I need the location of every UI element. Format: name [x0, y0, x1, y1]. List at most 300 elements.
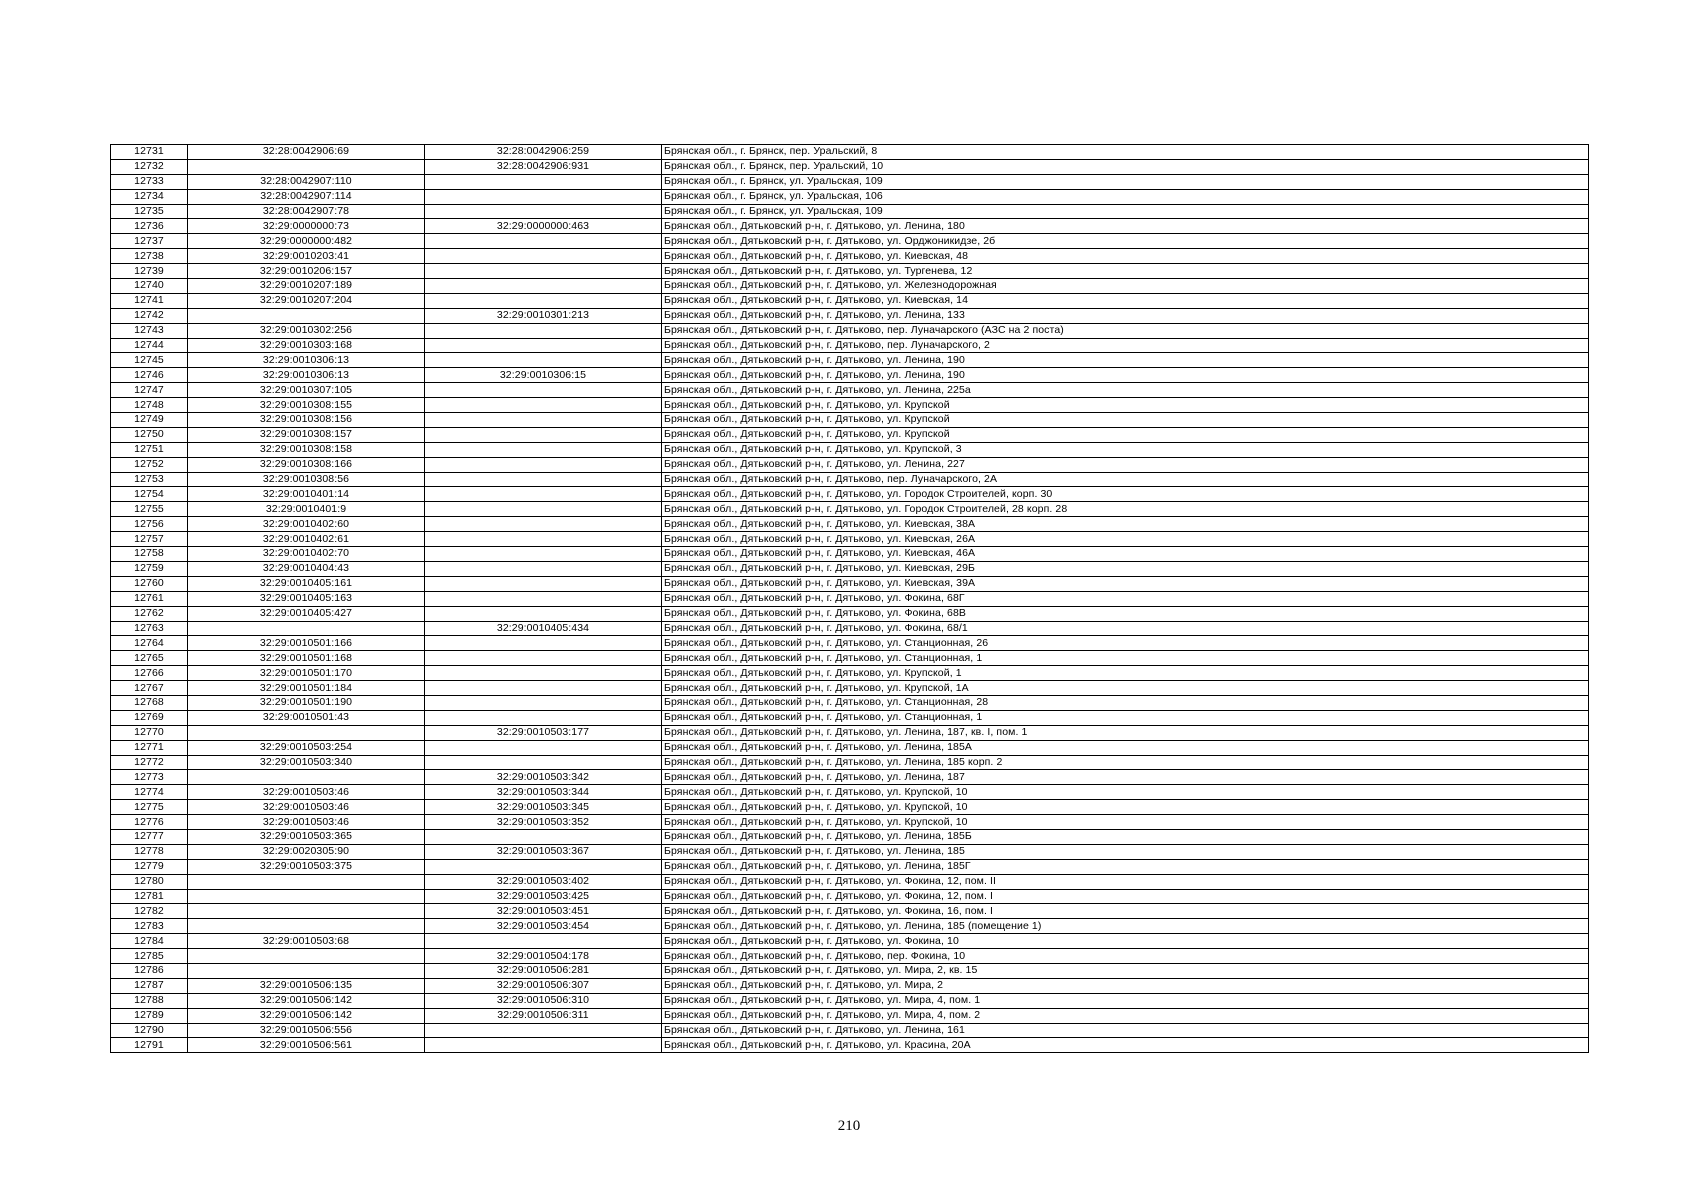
cadastral-number-a-cell — [188, 919, 425, 934]
cadastral-number-b-cell — [425, 561, 662, 576]
cadastral-number-a-cell: 32:29:0010501:168 — [188, 651, 425, 666]
cadastral-number-b-cell: 32:29:0010504:178 — [425, 949, 662, 964]
table-row — [111, 606, 1589, 621]
row-number-cell: 12763 — [111, 621, 188, 636]
cadastral-number-b-cell: 32:29:0010503:451 — [425, 904, 662, 919]
cadastral-number-b-cell — [425, 413, 662, 428]
cadastral-number-a-cell: 32:29:0010307:105 — [188, 383, 425, 398]
row-number-cell: 12788 — [111, 993, 188, 1008]
table-row — [111, 323, 1589, 338]
table-row — [111, 591, 1589, 606]
address-cell: Брянская обл., Дятьковский р-н, г. Дятьково, ул. Киевская, 26А — [662, 532, 1589, 547]
registry-sheet — [110, 144, 1588, 1053]
row-number-cell: 12734 — [111, 189, 188, 204]
row-number-cell: 12749 — [111, 413, 188, 428]
table-row — [111, 889, 1589, 904]
table-row — [111, 919, 1589, 934]
address-cell: Брянская обл., Дятьковский р-н, г. Дятьково, ул. Орджоникидзе, 2б — [662, 234, 1589, 249]
row-number-cell: 12773 — [111, 770, 188, 785]
cadastral-number-a-cell: 32:29:0000000:73 — [188, 219, 425, 234]
address-cell: Брянская обл., Дятьковский р-н, г. Дятьково, ул. Станционная, 28 — [662, 695, 1589, 710]
address-cell: Брянская обл., Дятьковский р-н, г. Дятьково, ул. Ленина, 185Б — [662, 829, 1589, 844]
row-number-cell: 12739 — [111, 264, 188, 279]
row-number-cell: 12774 — [111, 785, 188, 800]
cadastral-number-a-cell: 32:29:0010503:375 — [188, 859, 425, 874]
table-row — [111, 547, 1589, 562]
cadastral-number-a-cell — [188, 621, 425, 636]
address-cell: Брянская обл., Дятьковский р-н, г. Дятьково, ул. Киевская, 29Б — [662, 561, 1589, 576]
cadastral-number-a-cell: 32:28:0042907:78 — [188, 204, 425, 219]
address-cell: Брянская обл., Дятьковский р-н, г. Дятьково, ул. Киевская, 39А — [662, 576, 1589, 591]
cadastral-number-a-cell: 32:29:0010501:166 — [188, 636, 425, 651]
table-row — [111, 353, 1589, 368]
cadastral-number-b-cell — [425, 234, 662, 249]
table-row — [111, 472, 1589, 487]
cadastral-number-b-cell — [425, 1023, 662, 1038]
cadastral-number-b-cell — [425, 472, 662, 487]
cadastral-number-a-cell: 32:29:0000000:482 — [188, 234, 425, 249]
cadastral-number-b-cell — [425, 427, 662, 442]
table-row — [111, 666, 1589, 681]
cadastral-number-a-cell: 32:29:0010404:43 — [188, 561, 425, 576]
table-row — [111, 576, 1589, 591]
cadastral-number-b-cell: 32:29:0010503:367 — [425, 844, 662, 859]
cadastral-number-a-cell: 32:29:0010405:427 — [188, 606, 425, 621]
cadastral-number-b-cell — [425, 591, 662, 606]
row-number-cell: 12736 — [111, 219, 188, 234]
address-cell: Брянская обл., Дятьковский р-н, г. Дятьково, ул. Городок Строителей, корп. 30 — [662, 487, 1589, 502]
address-cell: Брянская обл., Дятьковский р-н, г. Дятьково, ул. Ленина, 180 — [662, 219, 1589, 234]
cadastral-number-a-cell: 32:29:0010308:166 — [188, 457, 425, 472]
table-row — [111, 457, 1589, 472]
table-row — [111, 189, 1589, 204]
row-number-cell: 12765 — [111, 651, 188, 666]
address-cell: Брянская обл., Дятьковский р-н, г. Дятьково, ул. Станционная, 1 — [662, 651, 1589, 666]
cadastral-number-a-cell: 32:29:0020305:90 — [188, 844, 425, 859]
row-number-cell: 12751 — [111, 442, 188, 457]
table-row — [111, 1038, 1589, 1053]
cadastral-number-b-cell — [425, 353, 662, 368]
address-cell: Брянская обл., г. Брянск, ул. Уральская, 106 — [662, 189, 1589, 204]
row-number-cell: 12733 — [111, 174, 188, 189]
table-row — [111, 383, 1589, 398]
address-cell: Брянская обл., Дятьковский р-н, г. Дятьково, ул. Крупской, 10 — [662, 800, 1589, 815]
cadastral-number-b-cell: 32:29:0010405:434 — [425, 621, 662, 636]
cadastral-number-b-cell: 32:28:0042906:259 — [425, 145, 662, 160]
cadastral-number-a-cell: 32:29:0010206:157 — [188, 264, 425, 279]
cadastral-number-a-cell — [188, 770, 425, 785]
row-number-cell: 12783 — [111, 919, 188, 934]
cadastral-number-b-cell: 32:29:0010503:342 — [425, 770, 662, 785]
address-cell: Брянская обл., Дятьковский р-н, г. Дятьково, ул. Ленина, 225а — [662, 383, 1589, 398]
table-row — [111, 561, 1589, 576]
row-number-cell: 12745 — [111, 353, 188, 368]
table-row — [111, 174, 1589, 189]
table-row — [111, 681, 1589, 696]
cadastral-number-b-cell — [425, 695, 662, 710]
table-row — [111, 427, 1589, 442]
cadastral-number-a-cell: 32:29:0010506:142 — [188, 1008, 425, 1023]
table-row — [111, 204, 1589, 219]
row-number-cell: 12735 — [111, 204, 188, 219]
cadastral-number-a-cell: 32:29:0010506:561 — [188, 1038, 425, 1053]
cadastral-number-b-cell — [425, 1038, 662, 1053]
row-number-cell: 12767 — [111, 681, 188, 696]
row-number-cell: 12789 — [111, 1008, 188, 1023]
cadastral-number-a-cell: 32:29:0010503:68 — [188, 934, 425, 949]
table-row — [111, 874, 1589, 889]
cadastral-number-b-cell — [425, 457, 662, 472]
row-number-cell: 12777 — [111, 829, 188, 844]
table-row — [111, 219, 1589, 234]
cadastral-number-b-cell — [425, 829, 662, 844]
cadastral-number-b-cell — [425, 383, 662, 398]
table-row — [111, 949, 1589, 964]
address-cell: Брянская обл., г. Брянск, пер. Уральский, 8 — [662, 145, 1589, 160]
address-cell: Брянская обл., Дятьковский р-н, г. Дятьково, ул. Ленина, 161 — [662, 1023, 1589, 1038]
row-number-cell: 12755 — [111, 502, 188, 517]
row-number-cell: 12775 — [111, 800, 188, 815]
cadastral-number-a-cell: 32:29:0010405:161 — [188, 576, 425, 591]
address-cell: Брянская обл., Дятьковский р-н, г. Дятьково, ул. Мира, 2 — [662, 978, 1589, 993]
cadastral-number-b-cell — [425, 740, 662, 755]
table-row — [111, 636, 1589, 651]
cadastral-number-b-cell — [425, 606, 662, 621]
cadastral-number-b-cell: 32:29:0010506:311 — [425, 1008, 662, 1023]
cadastral-number-b-cell: 32:29:0010306:15 — [425, 368, 662, 383]
cadastral-number-b-cell — [425, 636, 662, 651]
cadastral-number-a-cell: 32:29:0010501:43 — [188, 710, 425, 725]
cadastral-number-a-cell — [188, 889, 425, 904]
cadastral-number-b-cell — [425, 323, 662, 338]
row-number-cell: 12779 — [111, 859, 188, 874]
table-row — [111, 859, 1589, 874]
cadastral-number-a-cell: 32:29:0010203:41 — [188, 249, 425, 264]
table-row — [111, 621, 1589, 636]
cadastral-number-a-cell: 32:29:0010503:46 — [188, 815, 425, 830]
cadastral-number-b-cell — [425, 398, 662, 413]
row-number-cell: 12744 — [111, 338, 188, 353]
table-row — [111, 934, 1589, 949]
cadastral-number-b-cell — [425, 189, 662, 204]
address-cell: Брянская обл., Дятьковский р-н, г. Дятьково, ул. Ленина, 187, кв. I, пом. 1 — [662, 725, 1589, 740]
cadastral-number-a-cell — [188, 308, 425, 323]
cadastral-number-a-cell: 32:29:0010401:14 — [188, 487, 425, 502]
cadastral-number-b-cell — [425, 487, 662, 502]
row-number-cell: 12778 — [111, 844, 188, 859]
cadastral-number-b-cell — [425, 576, 662, 591]
address-cell: Брянская обл., Дятьковский р-н, г. Дятьково, ул. Станционная, 26 — [662, 636, 1589, 651]
row-number-cell: 12752 — [111, 457, 188, 472]
table-row — [111, 785, 1589, 800]
address-cell: Брянская обл., Дятьковский р-н, г. Дятьково, ул. Фокина, 12, пом. I — [662, 889, 1589, 904]
address-cell: Брянская обл., Дятьковский р-н, г. Дятьково, пер. Луначарского, 2А — [662, 472, 1589, 487]
cadastral-number-b-cell: 32:29:0000000:463 — [425, 219, 662, 234]
cadastral-number-a-cell: 32:29:0010303:168 — [188, 338, 425, 353]
cadastral-number-a-cell: 32:29:0010503:340 — [188, 755, 425, 770]
row-number-cell: 12754 — [111, 487, 188, 502]
address-cell: Брянская обл., Дятьковский р-н, г. Дятьково, ул. Киевская, 14 — [662, 293, 1589, 308]
row-number-cell: 12771 — [111, 740, 188, 755]
address-cell: Брянская обл., Дятьковский р-н, г. Дятьково, ул. Крупской — [662, 413, 1589, 428]
row-number-cell: 12769 — [111, 710, 188, 725]
address-cell: Брянская обл., Дятьковский р-н, г. Дятьково, ул. Крупской, 1 — [662, 666, 1589, 681]
address-cell: Брянская обл., Дятьковский р-н, г. Дятьково, ул. Фокина, 68В — [662, 606, 1589, 621]
row-number-cell: 12770 — [111, 725, 188, 740]
address-cell: Брянская обл., Дятьковский р-н, г. Дятьково, пер. Луначарского, 2 — [662, 338, 1589, 353]
cadastral-number-b-cell — [425, 249, 662, 264]
cadastral-number-b-cell: 32:29:0010506:310 — [425, 993, 662, 1008]
address-cell: Брянская обл., Дятьковский р-н, г. Дятьково, ул. Станционная, 1 — [662, 710, 1589, 725]
cadastral-number-b-cell — [425, 204, 662, 219]
row-number-cell: 12741 — [111, 293, 188, 308]
cadastral-number-b-cell — [425, 502, 662, 517]
address-cell: Брянская обл., Дятьковский р-н, г. Дятьково, ул. Ленина, 185А — [662, 740, 1589, 755]
address-cell: Брянская обл., Дятьковский р-н, г. Дятьково, ул. Ленина, 227 — [662, 457, 1589, 472]
address-cell: Брянская обл., Дятьковский р-н, г. Дятьково, ул. Крупской — [662, 398, 1589, 413]
table-row — [111, 145, 1589, 160]
registry-table — [110, 144, 1589, 1053]
row-number-cell: 12764 — [111, 636, 188, 651]
cadastral-number-b-cell: 32:29:0010503:344 — [425, 785, 662, 800]
table-row — [111, 829, 1589, 844]
address-cell: Брянская обл., Дятьковский р-н, г. Дятьково, ул. Крупской, 1А — [662, 681, 1589, 696]
address-cell: Брянская обл., Дятьковский р-н, г. Дятьково, пер. Фокина, 10 — [662, 949, 1589, 964]
address-cell: Брянская обл., Дятьковский р-н, г. Дятьково, ул. Киевская, 46А — [662, 547, 1589, 562]
address-cell: Брянская обл., Дятьковский р-н, г. Дятьково, ул. Ленина, 190 — [662, 368, 1589, 383]
row-number-cell: 12766 — [111, 666, 188, 681]
row-number-cell: 12740 — [111, 279, 188, 294]
cadastral-number-b-cell: 32:29:0010503:345 — [425, 800, 662, 815]
cadastral-number-b-cell — [425, 279, 662, 294]
address-cell: Брянская обл., Дятьковский р-н, г. Дятьково, ул. Ленина, 185Г — [662, 859, 1589, 874]
cadastral-number-a-cell: 32:29:0010503:254 — [188, 740, 425, 755]
cadastral-number-a-cell: 32:29:0010308:158 — [188, 442, 425, 457]
address-cell: Брянская обл., Дятьковский р-н, г. Дятьково, ул. Красина, 20А — [662, 1038, 1589, 1053]
address-cell: Брянская обл., Дятьковский р-н, г. Дятьково, ул. Крупской, 3 — [662, 442, 1589, 457]
row-number-cell: 12762 — [111, 606, 188, 621]
row-number-cell: 12772 — [111, 755, 188, 770]
cadastral-number-b-cell: 32:29:0010503:402 — [425, 874, 662, 889]
table-row — [111, 1008, 1589, 1023]
cadastral-number-b-cell — [425, 293, 662, 308]
row-number-cell: 12758 — [111, 547, 188, 562]
address-cell: Брянская обл., Дятьковский р-н, г. Дятьково, ул. Ленина, 185 корп. 2 — [662, 755, 1589, 770]
row-number-cell: 12748 — [111, 398, 188, 413]
table-row — [111, 800, 1589, 815]
address-cell: Брянская обл., Дятьковский р-н, г. Дятьково, ул. Фокина, 68/1 — [662, 621, 1589, 636]
row-number-cell: 12782 — [111, 904, 188, 919]
row-number-cell: 12731 — [111, 145, 188, 160]
cadastral-number-b-cell: 32:29:0010503:352 — [425, 815, 662, 830]
row-number-cell: 12761 — [111, 591, 188, 606]
table-row — [111, 487, 1589, 502]
address-cell: Брянская обл., Дятьковский р-н, г. Дятьково, ул. Фокина, 12, пом. II — [662, 874, 1589, 889]
cadastral-number-a-cell: 32:29:0010207:204 — [188, 293, 425, 308]
address-cell: Брянская обл., г. Брянск, пер. Уральский, 10 — [662, 159, 1589, 174]
table-row — [111, 755, 1589, 770]
address-cell: Брянская обл., Дятьковский р-н, г. Дятьково, ул. Крупской, 10 — [662, 785, 1589, 800]
row-number-cell: 12750 — [111, 427, 188, 442]
address-cell: Брянская обл., Дятьковский р-н, г. Дятьково, ул. Тургенева, 12 — [662, 264, 1589, 279]
cadastral-number-a-cell: 32:28:0042907:110 — [188, 174, 425, 189]
row-number-cell: 12742 — [111, 308, 188, 323]
address-cell: Брянская обл., Дятьковский р-н, г. Дятьково, ул. Ленина, 190 — [662, 353, 1589, 368]
registry-table-body — [111, 145, 1589, 1053]
cadastral-number-b-cell — [425, 681, 662, 696]
table-row — [111, 502, 1589, 517]
cadastral-number-a-cell: 32:29:0010405:163 — [188, 591, 425, 606]
row-number-cell: 12768 — [111, 695, 188, 710]
cadastral-number-b-cell: 32:29:0010506:281 — [425, 963, 662, 978]
table-row — [111, 725, 1589, 740]
address-cell: Брянская обл., Дятьковский р-н, г. Дятьково, ул. Городок Строителей, 28 корп. 28 — [662, 502, 1589, 517]
address-cell: Брянская обл., г. Брянск, ул. Уральская, 109 — [662, 174, 1589, 189]
cadastral-number-a-cell — [188, 949, 425, 964]
cadastral-number-a-cell: 32:29:0010302:256 — [188, 323, 425, 338]
address-cell: Брянская обл., Дятьковский р-н, г. Дятьково, ул. Фокина, 68Г — [662, 591, 1589, 606]
cadastral-number-a-cell: 32:29:0010501:184 — [188, 681, 425, 696]
cadastral-number-b-cell — [425, 517, 662, 532]
cadastral-number-a-cell: 32:29:0010308:56 — [188, 472, 425, 487]
table-row — [111, 249, 1589, 264]
cadastral-number-a-cell — [188, 904, 425, 919]
table-row — [111, 159, 1589, 174]
address-cell: Брянская обл., Дятьковский р-н, г. Дятьково, ул. Киевская, 38А — [662, 517, 1589, 532]
cadastral-number-a-cell — [188, 159, 425, 174]
cadastral-number-b-cell: 32:29:0010301:213 — [425, 308, 662, 323]
cadastral-number-b-cell — [425, 338, 662, 353]
table-row — [111, 770, 1589, 785]
cadastral-number-a-cell: 32:29:0010308:155 — [188, 398, 425, 413]
cadastral-number-a-cell: 32:29:0010503:46 — [188, 800, 425, 815]
cadastral-number-a-cell: 32:29:0010503:46 — [188, 785, 425, 800]
cadastral-number-a-cell: 32:29:0010306:13 — [188, 368, 425, 383]
cadastral-number-a-cell — [188, 963, 425, 978]
row-number-cell: 12776 — [111, 815, 188, 830]
table-row — [111, 993, 1589, 1008]
cadastral-number-b-cell — [425, 442, 662, 457]
table-row — [111, 279, 1589, 294]
cadastral-number-a-cell: 32:29:0010308:157 — [188, 427, 425, 442]
table-row — [111, 368, 1589, 383]
cadastral-number-a-cell: 32:29:0010402:61 — [188, 532, 425, 547]
address-cell: Брянская обл., Дятьковский р-н, г. Дятьково, ул. Мира, 2, кв. 15 — [662, 963, 1589, 978]
cadastral-number-a-cell: 32:29:0010207:189 — [188, 279, 425, 294]
table-row — [111, 532, 1589, 547]
cadastral-number-a-cell: 32:29:0010402:70 — [188, 547, 425, 562]
cadastral-number-a-cell — [188, 725, 425, 740]
table-row — [111, 978, 1589, 993]
table-row — [111, 651, 1589, 666]
cadastral-number-a-cell: 32:29:0010308:156 — [188, 413, 425, 428]
cadastral-number-a-cell: 32:29:0010401:9 — [188, 502, 425, 517]
table-row — [111, 963, 1589, 978]
cadastral-number-b-cell: 32:29:0010503:425 — [425, 889, 662, 904]
address-cell: Брянская обл., Дятьковский р-н, г. Дятьково, ул. Железнодорожная — [662, 279, 1589, 294]
row-number-cell: 12787 — [111, 978, 188, 993]
table-row — [111, 398, 1589, 413]
row-number-cell: 12753 — [111, 472, 188, 487]
address-cell: Брянская обл., Дятьковский р-н, г. Дятьково, ул. Мира, 4, пом. 2 — [662, 1008, 1589, 1023]
address-cell: Брянская обл., Дятьковский р-н, г. Дятьково, ул. Мира, 4, пом. 1 — [662, 993, 1589, 1008]
cadastral-number-b-cell — [425, 934, 662, 949]
cadastral-number-b-cell — [425, 710, 662, 725]
table-row — [111, 1023, 1589, 1038]
page-number: 210 — [837, 1118, 861, 1134]
row-number-cell: 12737 — [111, 234, 188, 249]
cadastral-number-b-cell — [425, 174, 662, 189]
row-number-cell: 12786 — [111, 963, 188, 978]
row-number-cell: 12759 — [111, 561, 188, 576]
row-number-cell: 12784 — [111, 934, 188, 949]
cadastral-number-b-cell — [425, 859, 662, 874]
row-number-cell: 12756 — [111, 517, 188, 532]
cadastral-number-a-cell: 32:29:0010503:365 — [188, 829, 425, 844]
row-number-cell: 12746 — [111, 368, 188, 383]
cadastral-number-b-cell — [425, 547, 662, 562]
cadastral-number-a-cell: 32:28:0042907:114 — [188, 189, 425, 204]
address-cell: Брянская обл., г. Брянск, ул. Уральская, 109 — [662, 204, 1589, 219]
row-number-cell: 12747 — [111, 383, 188, 398]
cadastral-number-b-cell: 32:29:0010503:177 — [425, 725, 662, 740]
table-row — [111, 293, 1589, 308]
cadastral-number-a-cell: 32:29:0010501:190 — [188, 695, 425, 710]
table-row — [111, 815, 1589, 830]
cadastral-number-b-cell: 32:28:0042906:931 — [425, 159, 662, 174]
cadastral-number-b-cell — [425, 666, 662, 681]
cadastral-number-a-cell: 32:29:0010306:13 — [188, 353, 425, 368]
row-number-cell: 12785 — [111, 949, 188, 964]
address-cell: Брянская обл., Дятьковский р-н, г. Дятьково, ул. Крупской, 10 — [662, 815, 1589, 830]
row-number-cell: 12781 — [111, 889, 188, 904]
cadastral-number-b-cell: 32:29:0010503:454 — [425, 919, 662, 934]
table-row — [111, 234, 1589, 249]
address-cell: Брянская обл., Дятьковский р-н, г. Дятьково, ул. Фокина, 16, пом. I — [662, 904, 1589, 919]
cadastral-number-a-cell — [188, 874, 425, 889]
table-row — [111, 517, 1589, 532]
table-row — [111, 264, 1589, 279]
table-row — [111, 338, 1589, 353]
table-row — [111, 308, 1589, 323]
address-cell: Брянская обл., Дятьковский р-н, г. Дятьково, ул. Фокина, 10 — [662, 934, 1589, 949]
row-number-cell: 12791 — [111, 1038, 188, 1053]
table-row — [111, 740, 1589, 755]
table-row — [111, 904, 1589, 919]
cadastral-number-a-cell: 32:28:0042906:69 — [188, 145, 425, 160]
table-row — [111, 695, 1589, 710]
cadastral-number-a-cell: 32:29:0010501:170 — [188, 666, 425, 681]
row-number-cell: 12732 — [111, 159, 188, 174]
row-number-cell: 12790 — [111, 1023, 188, 1038]
row-number-cell: 12760 — [111, 576, 188, 591]
cadastral-number-a-cell: 32:29:0010506:556 — [188, 1023, 425, 1038]
table-row — [111, 442, 1589, 457]
row-number-cell: 12757 — [111, 532, 188, 547]
row-number-cell: 12738 — [111, 249, 188, 264]
address-cell: Брянская обл., Дятьковский р-н, г. Дятьково, ул. Киевская, 48 — [662, 249, 1589, 264]
table-row — [111, 710, 1589, 725]
address-cell: Брянская обл., Дятьковский р-н, г. Дятьково, пер. Луначарского (АЗС на 2 поста) — [662, 323, 1589, 338]
address-cell: Брянская обл., Дятьковский р-н, г. Дятьково, ул. Ленина, 185 (помещение 1) — [662, 919, 1589, 934]
cadastral-number-a-cell: 32:29:0010506:135 — [188, 978, 425, 993]
cadastral-number-b-cell: 32:29:0010506:307 — [425, 978, 662, 993]
row-number-cell: 12780 — [111, 874, 188, 889]
cadastral-number-b-cell — [425, 651, 662, 666]
table-row — [111, 844, 1589, 859]
cadastral-number-b-cell — [425, 532, 662, 547]
address-cell: Брянская обл., Дятьковский р-н, г. Дятьково, ул. Ленина, 185 — [662, 844, 1589, 859]
